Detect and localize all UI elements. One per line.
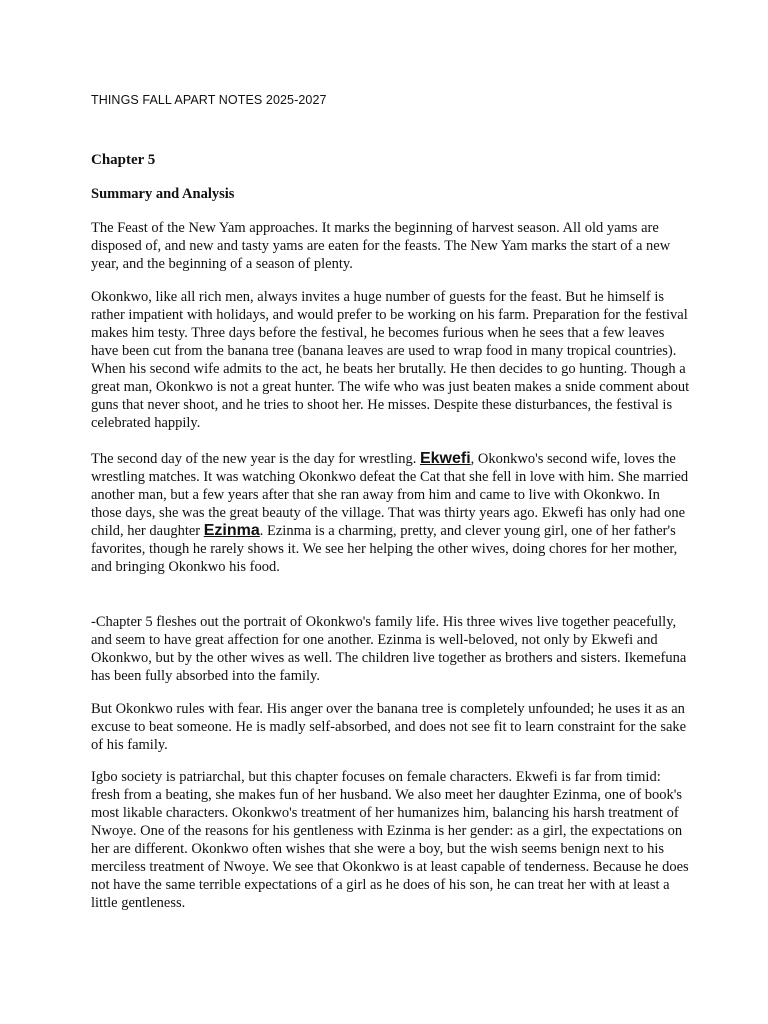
paragraph-igbo-society: Igbo society is patriarchal, but this chapter focuses on female characters. Ekwefi is far from timid: fresh from a beating, she makes fun of her husband. We also meet her daughter Ezinma, one of book's most likable characters. Okonkwo's treatment of her humanizes him, balancing his harsh treatment of Nwoye. One of the reasons for his gentleness with Ezinma is her gender: as a girl, the expectations on her are different. Okonkwo often wishes that she were a boy, but the wish seems benign next to his merciless treatment of Nwoye. We see that Okonkwo is at least capable of tenderness. Because he does not have the same terrible expectations of a girl as he does of his son, he can treat her with at least a little gentleness. xyxy=(91,769,689,911)
paragraph-rules-with-fear: But Okonkwo rules with fear. His anger over the banana tree is completely unfounded; he uses it as an excuse to beat someone. He is madly self-absorbed, and does not see fit to learn constraint for the sake of his family. xyxy=(91,701,687,753)
paragraph-text-segment: , Okonkwo's second wife, loves the wrestling matches. It was watching Okonkwo defeat the Cat that she fell in love with him. She married another man, but a few years after that she ran away from him and came to live with Okonkwo. In those days, she was the great beauty of the village. That was thirty years ago. Ekwefi has only had one child, her daughter xyxy=(91,451,689,539)
character-name-ekwefi: Ekwefi xyxy=(419,450,471,467)
section-title: Summary and Analysis xyxy=(91,186,235,202)
character-name-ezinma: Ezinma xyxy=(203,522,260,539)
paragraph-okonkwo-preparation: Okonkwo, like all rich men, always invites a huge number of guests for the feast. But he himself is rather impatient with holidays, and would prefer to be working on his farm. Preparation for the festival makes him testy. Three days before the festival, he becomes furious when he sees that a few leaves have been cut from the banana tree (banana leaves are used to wrap food in many tropical countries). When his second wife admits to the act, he beats her brutally. He then decides to go hunting. Though a great man, Okonkwo is not a great hunter. The wife who was just beaten makes a snide comment about guns that never shoot, and he tries to shoot her. He misses. Despite these disturbances, the festival is celebrated happily. xyxy=(91,289,690,431)
paragraph-text-segment: The second day of the new year is the day for wrestling. xyxy=(91,451,420,467)
paragraph-family-life: -Chapter 5 fleshes out the portrait of Okonkwo's family life. His three wives live together peacefully, and seem to have great affection for one another. Ezinma is well-beloved, not only by Ekwefi and Okonkwo, but by the other wives as well. The children live together as brothers and sisters. Ikemefuna has been fully absorbed into the family. xyxy=(91,614,687,684)
chapter-title: Chapter 5 xyxy=(91,152,156,168)
paragraph-text-segment: . Ezinma is a charming, pretty, and clever young girl, one of her father's favorites, though he rarely shows it. We see her helping the other wives, doing chores for her mother, and bringing Okonkwo his food. xyxy=(91,523,678,575)
paragraph-wrestling xyxy=(91,450,691,576)
paragraph-feast: The Feast of the New Yam approaches. It marks the beginning of harvest season. All old yams are disposed of, and new and tasty yams are eaten for the feasts. The New Yam marks the start of a new year, and the beginning of a season of plenty. xyxy=(91,220,671,272)
document-header: THINGS FALL APART NOTES 2025-2027 xyxy=(91,93,327,107)
